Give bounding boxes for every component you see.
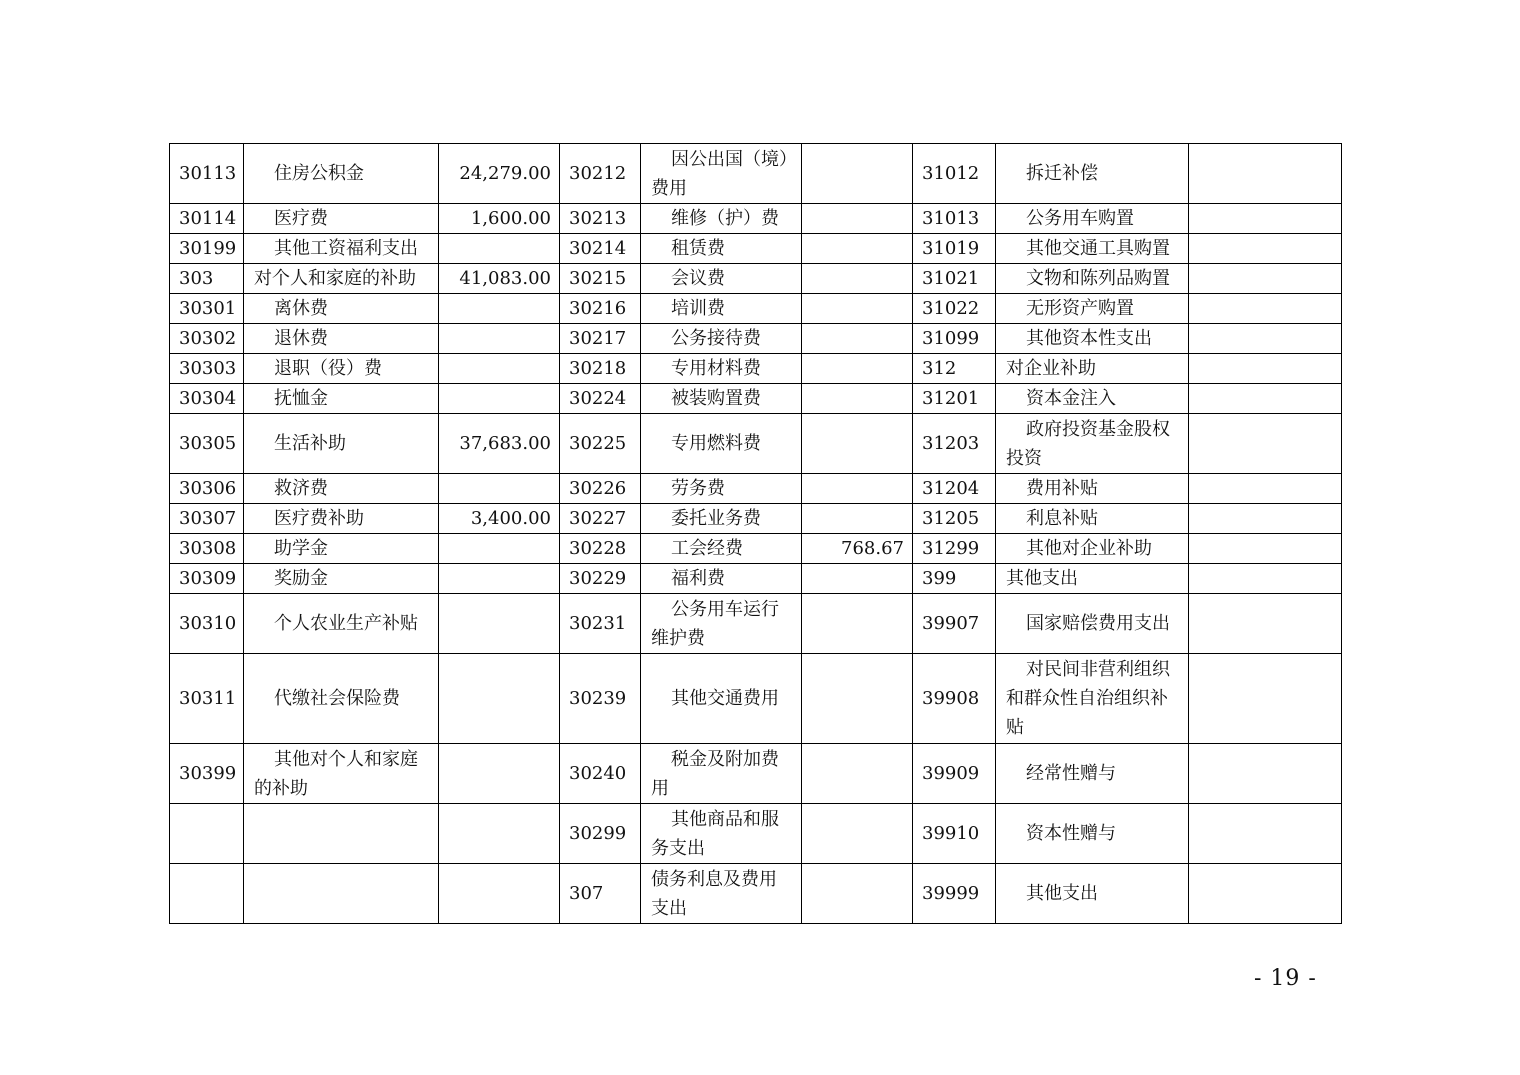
item-code-cell: 30217 xyxy=(560,324,641,354)
item-code-cell: 30305 xyxy=(170,414,244,474)
item-amount-cell xyxy=(802,504,913,534)
item-name-cell: 资本金注入 xyxy=(996,384,1189,414)
item-name-cell: 租赁费 xyxy=(641,234,802,264)
item-amount-cell xyxy=(439,804,560,864)
item-code-cell: 30229 xyxy=(560,564,641,594)
item-name-cell: 培训费 xyxy=(641,294,802,324)
item-amount-cell: 41,083.00 xyxy=(439,264,560,294)
item-amount-cell xyxy=(802,864,913,924)
item-code-cell xyxy=(170,804,244,864)
item-amount-cell: 768.67 xyxy=(802,534,913,564)
item-code-cell: 30301 xyxy=(170,294,244,324)
item-code-cell: 30218 xyxy=(560,354,641,384)
item-name-cell: 其他交通费用 xyxy=(641,654,802,744)
item-name-cell: 被装购置费 xyxy=(641,384,802,414)
item-code-cell: 31205 xyxy=(913,504,996,534)
table-row xyxy=(170,144,1342,204)
item-amount-cell xyxy=(802,384,913,414)
item-amount-cell xyxy=(439,534,560,564)
item-amount-cell xyxy=(1189,504,1342,534)
item-code-cell: 30399 xyxy=(170,744,244,804)
item-name-cell: 政府投资基金股权投资 xyxy=(996,414,1189,474)
item-code-cell: 30307 xyxy=(170,504,244,534)
item-name-cell: 经常性赠与 xyxy=(996,744,1189,804)
item-name-cell: 因公出国（境）费用 xyxy=(641,144,802,204)
item-name-cell: 救济费 xyxy=(244,474,439,504)
item-amount-cell xyxy=(802,264,913,294)
item-code-cell: 30299 xyxy=(560,804,641,864)
item-amount-cell xyxy=(1189,594,1342,654)
item-name-cell: 对民间非营利组织和群众性自治组织补贴 xyxy=(996,654,1189,744)
item-name-cell: 利息补贴 xyxy=(996,504,1189,534)
item-name-cell: 代缴社会保险费 xyxy=(244,654,439,744)
table-row xyxy=(170,534,1342,564)
item-amount-cell xyxy=(802,414,913,474)
item-code-cell: 30310 xyxy=(170,594,244,654)
item-amount-cell xyxy=(439,594,560,654)
item-code-cell: 30308 xyxy=(170,534,244,564)
item-amount-cell xyxy=(1189,564,1342,594)
table-row xyxy=(170,804,1342,864)
item-code-cell: 30213 xyxy=(560,204,641,234)
item-code-cell: 39999 xyxy=(913,864,996,924)
item-amount-cell xyxy=(1189,324,1342,354)
item-amount-cell xyxy=(1189,744,1342,804)
item-name-cell: 其他对个人和家庭的补助 xyxy=(244,744,439,804)
item-code-cell: 30311 xyxy=(170,654,244,744)
item-code-cell: 30114 xyxy=(170,204,244,234)
item-name-cell: 医疗费补助 xyxy=(244,504,439,534)
item-amount-cell xyxy=(439,864,560,924)
item-amount-cell: 1,600.00 xyxy=(439,204,560,234)
item-amount-cell xyxy=(802,654,913,744)
item-code-cell: 31019 xyxy=(913,234,996,264)
table-row xyxy=(170,594,1342,654)
item-name-cell: 福利费 xyxy=(641,564,802,594)
item-name-cell: 会议费 xyxy=(641,264,802,294)
item-amount-cell xyxy=(439,474,560,504)
item-code-cell: 39909 xyxy=(913,744,996,804)
item-name-cell: 医疗费 xyxy=(244,204,439,234)
item-amount-cell xyxy=(802,474,913,504)
item-name-cell: 工会经费 xyxy=(641,534,802,564)
item-amount-cell: 37,683.00 xyxy=(439,414,560,474)
table-row xyxy=(170,204,1342,234)
item-amount-cell xyxy=(1189,474,1342,504)
item-name-cell: 助学金 xyxy=(244,534,439,564)
item-amount-cell xyxy=(439,234,560,264)
item-name-cell: 税金及附加费用 xyxy=(641,744,802,804)
item-name-cell: 无形资产购置 xyxy=(996,294,1189,324)
item-code-cell: 303 xyxy=(170,264,244,294)
item-amount-cell xyxy=(1189,384,1342,414)
item-amount-cell xyxy=(802,804,913,864)
item-amount-cell xyxy=(802,564,913,594)
item-code-cell: 30113 xyxy=(170,144,244,204)
item-amount-cell xyxy=(802,294,913,324)
item-name-cell: 拆迁补偿 xyxy=(996,144,1189,204)
item-amount-cell xyxy=(1189,204,1342,234)
item-amount-cell xyxy=(439,294,560,324)
item-amount-cell xyxy=(439,324,560,354)
item-name-cell: 其他商品和服务支出 xyxy=(641,804,802,864)
item-code-cell: 31022 xyxy=(913,294,996,324)
item-name-cell: 资本性赠与 xyxy=(996,804,1189,864)
item-amount-cell xyxy=(439,384,560,414)
table-row xyxy=(170,474,1342,504)
item-code-cell: 30303 xyxy=(170,354,244,384)
item-amount-cell xyxy=(1189,354,1342,384)
table-row xyxy=(170,324,1342,354)
item-code-cell: 30215 xyxy=(560,264,641,294)
item-code-cell: 307 xyxy=(560,864,641,924)
item-code-cell: 30224 xyxy=(560,384,641,414)
item-code-cell: 31021 xyxy=(913,264,996,294)
item-name-cell: 其他对企业补助 xyxy=(996,534,1189,564)
item-code-cell: 31012 xyxy=(913,144,996,204)
table-row xyxy=(170,234,1342,264)
item-code-cell: 31299 xyxy=(913,534,996,564)
item-amount-cell xyxy=(1189,654,1342,744)
item-amount-cell xyxy=(802,234,913,264)
item-name-cell: 住房公积金 xyxy=(244,144,439,204)
table-row xyxy=(170,654,1342,744)
item-name-cell: 维修（护）费 xyxy=(641,204,802,234)
item-code-cell: 30227 xyxy=(560,504,641,534)
item-code-cell: 30306 xyxy=(170,474,244,504)
item-name-cell: 公务用车购置 xyxy=(996,204,1189,234)
item-name-cell: 费用补贴 xyxy=(996,474,1189,504)
item-code-cell: 39910 xyxy=(913,804,996,864)
item-name-cell: 劳务费 xyxy=(641,474,802,504)
item-name-cell: 个人农业生产补贴 xyxy=(244,594,439,654)
item-code-cell: 30309 xyxy=(170,564,244,594)
item-amount-cell xyxy=(802,324,913,354)
page-number: - 19 - xyxy=(1254,966,1317,991)
item-name-cell: 对个人和家庭的补助 xyxy=(244,264,439,294)
item-code-cell: 31204 xyxy=(913,474,996,504)
item-code-cell: 30225 xyxy=(560,414,641,474)
budget-table xyxy=(169,143,1342,924)
item-name-cell xyxy=(244,864,439,924)
item-amount-cell xyxy=(439,744,560,804)
item-amount-cell: 24,279.00 xyxy=(439,144,560,204)
item-code-cell: 30212 xyxy=(560,144,641,204)
item-code-cell: 30239 xyxy=(560,654,641,744)
item-name-cell: 退职（役）费 xyxy=(244,354,439,384)
item-amount-cell xyxy=(802,144,913,204)
item-amount-cell xyxy=(1189,264,1342,294)
item-name-cell: 专用材料费 xyxy=(641,354,802,384)
item-name-cell: 公务接待费 xyxy=(641,324,802,354)
item-amount-cell xyxy=(439,654,560,744)
item-amount-cell xyxy=(802,354,913,384)
item-name-cell: 文物和陈列品购置 xyxy=(996,264,1189,294)
item-code-cell: 31099 xyxy=(913,324,996,354)
item-code-cell: 30216 xyxy=(560,294,641,324)
table-row xyxy=(170,294,1342,324)
item-code-cell: 31013 xyxy=(913,204,996,234)
item-name-cell: 抚恤金 xyxy=(244,384,439,414)
item-code-cell: 30302 xyxy=(170,324,244,354)
table-row xyxy=(170,744,1342,804)
item-name-cell: 奖励金 xyxy=(244,564,439,594)
item-code-cell: 30240 xyxy=(560,744,641,804)
item-code-cell: 39907 xyxy=(913,594,996,654)
item-name-cell: 生活补助 xyxy=(244,414,439,474)
item-code-cell: 399 xyxy=(913,564,996,594)
item-code-cell: 30214 xyxy=(560,234,641,264)
item-name-cell: 其他支出 xyxy=(996,864,1189,924)
item-name-cell: 委托业务费 xyxy=(641,504,802,534)
table-row xyxy=(170,384,1342,414)
item-amount-cell xyxy=(1189,144,1342,204)
item-name-cell: 债务利息及费用支出 xyxy=(641,864,802,924)
item-amount-cell xyxy=(439,354,560,384)
table-row xyxy=(170,414,1342,474)
table-row xyxy=(170,564,1342,594)
item-amount-cell xyxy=(1189,864,1342,924)
item-amount-cell xyxy=(1189,804,1342,864)
table-row xyxy=(170,354,1342,384)
item-amount-cell xyxy=(439,564,560,594)
item-code-cell: 31201 xyxy=(913,384,996,414)
item-name-cell: 退休费 xyxy=(244,324,439,354)
item-code-cell xyxy=(170,864,244,924)
item-amount-cell xyxy=(802,594,913,654)
item-amount-cell xyxy=(1189,534,1342,564)
item-amount-cell xyxy=(1189,294,1342,324)
item-name-cell: 其他支出 xyxy=(996,564,1189,594)
item-code-cell: 312 xyxy=(913,354,996,384)
item-name-cell: 专用燃料费 xyxy=(641,414,802,474)
item-code-cell: 30226 xyxy=(560,474,641,504)
item-code-cell: 39908 xyxy=(913,654,996,744)
item-name-cell: 离休费 xyxy=(244,294,439,324)
item-name-cell: 对企业补助 xyxy=(996,354,1189,384)
item-amount-cell xyxy=(802,204,913,234)
item-name-cell xyxy=(244,804,439,864)
item-name-cell: 公务用车运行维护费 xyxy=(641,594,802,654)
item-name-cell: 其他工资福利支出 xyxy=(244,234,439,264)
item-amount-cell: 3,400.00 xyxy=(439,504,560,534)
item-amount-cell xyxy=(1189,414,1342,474)
table-row xyxy=(170,264,1342,294)
item-amount-cell xyxy=(802,744,913,804)
table-row xyxy=(170,504,1342,534)
table-row xyxy=(170,864,1342,924)
item-code-cell: 31203 xyxy=(913,414,996,474)
item-name-cell: 其他交通工具购置 xyxy=(996,234,1189,264)
item-name-cell: 其他资本性支出 xyxy=(996,324,1189,354)
table-body xyxy=(170,144,1342,924)
item-code-cell: 30304 xyxy=(170,384,244,414)
item-amount-cell xyxy=(1189,234,1342,264)
item-code-cell: 30199 xyxy=(170,234,244,264)
item-code-cell: 30231 xyxy=(560,594,641,654)
item-name-cell: 国家赔偿费用支出 xyxy=(996,594,1189,654)
item-code-cell: 30228 xyxy=(560,534,641,564)
